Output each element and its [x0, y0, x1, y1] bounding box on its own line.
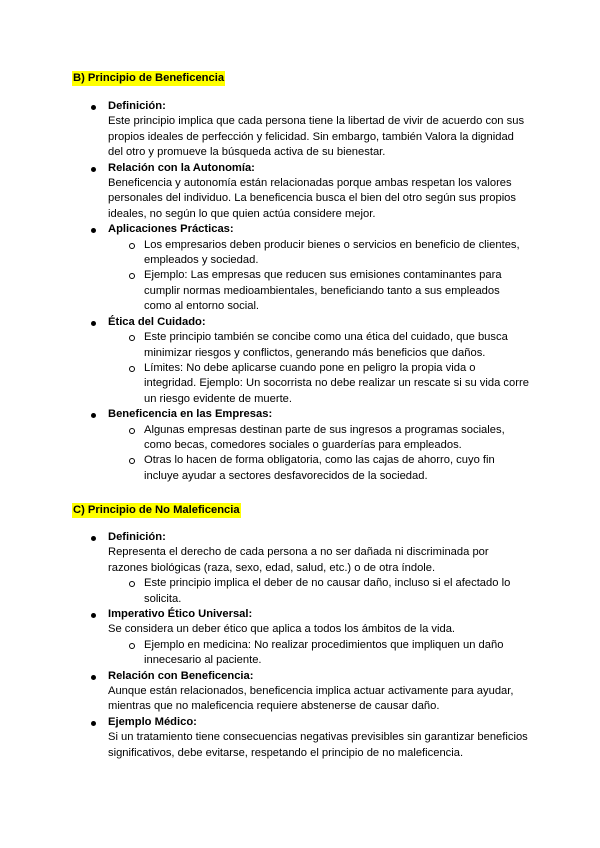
sub-list-item: Ejemplo: Las empresas que reducen sus emisiones contaminantes para cumplir normas medioambientales, beneficiando tanto a sus empleados como al entorno social.: [108, 268, 530, 314]
sub-list-item: Límites: No debe aplicarse cuando pone en peligro la propia vida o integridad. Ejemplo: Un socorrista no debe realizar un rescate si su vida corre un riesgo evidente de muerte.: [108, 361, 530, 407]
sublist: [108, 330, 530, 407]
sub-list-item: Este principio implica el deber de no causar daño, incluso si el afectado lo solicita.: [108, 576, 530, 607]
sublist: [108, 576, 530, 607]
item-heading: Imperativo Ético Universal:: [108, 608, 253, 621]
list-item-aplicaciones-practicas: [0, 222, 600, 314]
item-heading: Beneficencia en las Empresas:: [108, 408, 273, 421]
list-item-ejemplo-medico: [0, 715, 600, 761]
item-text: Este principio implica que cada persona tiene la libertad de vivir de acuerdo con sus propios ideales de perfección y felicidad. Sin embargo, también Valora la dignidad del otro y promueve la búsqueda activa de su bienestar.: [108, 115, 525, 159]
sub-list-item: Ejemplo en medicina: No realizar procedimientos que impliquen un daño innecesario al paciente.: [108, 638, 530, 669]
section-title-beneficencia: B) Principio de Beneficencia: [73, 72, 225, 84]
item-text: Se considera un deber ético que aplica a todos los ámbitos de la vida.: [108, 623, 456, 636]
list-item-definicion: [0, 99, 600, 161]
item-text: Aunque están relacionados, beneficencia implica actuar activamente para ayudar, mientras que no maleficencia requiere abstenerse de causar daño.: [108, 685, 514, 713]
list-item-relacion-beneficencia: [0, 669, 600, 715]
list-item-imperativo-etico: [0, 607, 600, 669]
sublist: [108, 638, 530, 669]
item-heading: Aplicaciones Prácticas:: [108, 223, 234, 236]
item-heading: Ética del Cuidado:: [108, 315, 206, 328]
item-text: Representa el derecho de cada persona a no ser dañada ni discriminada por razones biológicas (raza, sexo, edad, salud, etc.) o de otra índole.: [108, 546, 489, 574]
item-text: Beneficencia y autonomía están relacionadas porque ambas respetan los valores personales del individuo. La beneficencia busca el bien del otro según sus propios ideales, no según lo que quien actúa considere mejor.: [108, 177, 516, 220]
item-heading: Relación con la Autonomía:: [108, 161, 255, 174]
item-heading: Definición:: [108, 531, 166, 543]
sub-list-item: Este principio también se concibe como una ética del cuidado, que busca minimizar riesgos y conflictos, generando más beneficios que daños.: [108, 330, 530, 361]
list-item-relacion-autonomia: [0, 161, 600, 223]
beneficencia-list: [0, 99, 600, 484]
item-text: Si un tratamiento tiene consecuencias negativas previsibles sin garantizar beneficios significativos, debe evitarse, respetando el principio de no maleficencia.: [108, 731, 528, 759]
item-heading: Definición:: [108, 100, 166, 112]
item-heading: Relación con Beneficencia:: [108, 669, 254, 682]
list-item-etica-cuidado: [0, 315, 600, 407]
section-title-no-maleficencia: C) Principio de No Maleficencia: [73, 504, 240, 516]
list-item-beneficencia-empresas: [0, 407, 600, 484]
sublist: [108, 423, 530, 485]
sub-list-item: Otras lo hacen de forma obligatoria, como las cajas de ahorro, cuyo fin incluye ayudar a sectores desfavorecidos de la sociedad.: [108, 453, 530, 484]
item-heading: Ejemplo Médico:: [108, 715, 197, 728]
list-item-definicion: [0, 530, 600, 607]
sublist: [108, 238, 530, 315]
no-maleficencia-list: [0, 530, 600, 761]
sub-list-item: Algunas empresas destinan parte de sus ingresos a programas sociales, como becas, comedores sociales o guarderías para empleados.: [108, 423, 530, 454]
sub-list-item: Los empresarios deben producir bienes o servicios en beneficio de clientes, empleados y sociedad.: [108, 238, 530, 269]
